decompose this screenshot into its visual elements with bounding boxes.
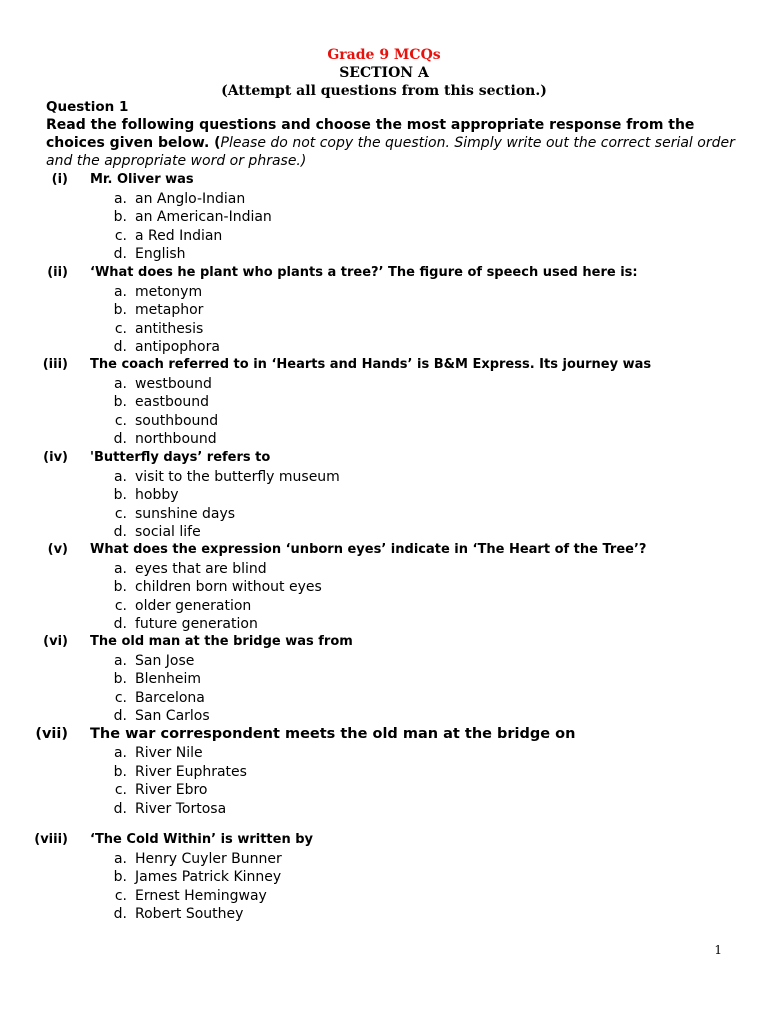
page-number: 1 <box>714 943 722 957</box>
option-text: social life <box>135 524 201 541</box>
question-block <box>0 541 768 634</box>
option-letter: d. <box>113 906 127 923</box>
option-list <box>0 744 768 818</box>
option-letter: c. <box>114 887 127 904</box>
question-block <box>0 831 768 924</box>
option-text: northbound <box>135 431 217 448</box>
option-list <box>0 652 768 726</box>
option-item <box>0 468 768 487</box>
option-item <box>0 781 768 800</box>
option-item <box>0 320 768 339</box>
option-letter: b. <box>113 869 127 886</box>
grade-title: Grade 9 MCQs <box>327 47 441 63</box>
option-letter: b. <box>113 209 127 226</box>
option-letter: c. <box>114 597 127 614</box>
option-list <box>0 190 768 264</box>
option-item <box>0 505 768 524</box>
option-item <box>0 486 768 505</box>
section-title: SECTION A <box>339 65 429 81</box>
option-letter: b. <box>113 394 127 411</box>
option-item <box>0 689 768 708</box>
option-text: an Anglo-Indian <box>135 190 246 207</box>
question-number: (v) <box>47 542 68 557</box>
option-text: River Euphrates <box>135 763 247 780</box>
question-block <box>0 724 768 818</box>
option-text: English <box>135 246 186 263</box>
option-item <box>0 338 768 357</box>
option-letter: a. <box>113 652 127 669</box>
option-letter: b. <box>113 302 127 319</box>
option-letter: d. <box>113 431 127 448</box>
option-item <box>0 190 768 209</box>
question-number: (ii) <box>47 265 68 280</box>
option-text: Blenheim <box>135 671 201 688</box>
option-letter: c. <box>114 782 127 799</box>
option-text: a Red Indian <box>135 227 223 244</box>
option-letter: d. <box>113 524 127 541</box>
option-text: visit to the butterfly museum <box>135 468 340 485</box>
option-letter: a. <box>113 375 127 392</box>
question-text: The coach referred to in ‘Hearts and Hands’ is B&M Express. Its journey was <box>90 357 652 372</box>
option-letter: a. <box>113 190 127 207</box>
option-item <box>0 887 768 906</box>
option-text: hobby <box>135 487 179 504</box>
option-text: older generation <box>135 597 252 614</box>
option-item <box>0 301 768 320</box>
option-item <box>0 523 768 542</box>
option-text: metaphor <box>135 302 204 319</box>
option-item <box>0 800 768 819</box>
question-number: (iv) <box>43 450 68 465</box>
option-text: River Nile <box>135 745 203 761</box>
option-letter: d. <box>113 708 127 725</box>
question-number: (vii) <box>35 726 68 742</box>
option-list <box>0 468 768 542</box>
question-block <box>0 356 768 449</box>
option-letter: a. <box>113 850 127 867</box>
option-text: San Carlos <box>135 708 210 725</box>
option-letter: a. <box>113 283 127 300</box>
option-list <box>0 850 768 924</box>
option-item <box>0 652 768 671</box>
question-title: Question 1 <box>46 99 129 115</box>
question-number: (i) <box>51 172 68 187</box>
option-item <box>0 597 768 616</box>
option-list <box>0 375 768 449</box>
option-text: Robert Southey <box>135 906 244 923</box>
option-item <box>0 744 768 763</box>
option-item <box>0 560 768 579</box>
option-letter: a. <box>113 745 127 761</box>
option-text: Barcelona <box>135 689 205 706</box>
instructions-italic: Please do not copy the question. Simply write out the correct serial order and the appropriate word or phrase.) <box>46 135 735 169</box>
question-text: The war correspondent meets the old man at the bridge on <box>90 726 576 742</box>
option-item <box>0 578 768 597</box>
option-text: southbound <box>135 412 219 429</box>
option-letter: c. <box>114 320 127 337</box>
option-text: antithesis <box>135 320 204 337</box>
option-letter: b. <box>113 579 127 596</box>
question-text: 'Butterfly days’ refers to <box>90 450 271 465</box>
question-number: (iii) <box>42 357 68 372</box>
option-letter: b. <box>113 763 127 780</box>
option-text: River Ebro <box>135 782 208 799</box>
option-letter: d. <box>113 616 127 633</box>
question-text: The old man at the bridge was from <box>90 634 353 649</box>
option-text: antipophora <box>135 339 220 356</box>
option-letter: b. <box>113 671 127 688</box>
option-text: an American-Indian <box>135 209 272 226</box>
option-list <box>0 283 768 357</box>
option-item <box>0 375 768 394</box>
option-text: James Patrick Kinney <box>135 869 282 886</box>
question-text: ‘What does he plant who plants a tree?’ The figure of speech used here is: <box>90 265 638 280</box>
option-letter: a. <box>113 468 127 485</box>
option-text: Ernest Hemingway <box>135 887 267 904</box>
option-letter: a. <box>113 560 127 577</box>
option-letter: c. <box>114 505 127 522</box>
option-item <box>0 412 768 431</box>
option-item <box>0 227 768 246</box>
option-item <box>0 763 768 782</box>
option-letter: d. <box>113 339 127 356</box>
option-letter: b. <box>113 487 127 504</box>
question-text: ‘The Cold Within’ is written by <box>90 832 314 847</box>
option-text: eastbound <box>135 394 210 411</box>
option-letter: c. <box>114 412 127 429</box>
question-block <box>0 449 768 542</box>
option-item <box>0 868 768 887</box>
question-number: (vi) <box>43 634 68 649</box>
instructions-bold: Read the following questions and choose the most appropriate response from the choices given below. ( <box>46 117 695 151</box>
option-text: metonym <box>135 283 203 300</box>
option-text: Henry Cuyler Bunner <box>135 850 282 867</box>
question-number: (viii) <box>34 832 68 847</box>
option-letter: c. <box>114 689 127 706</box>
option-text: westbound <box>135 375 212 392</box>
option-item <box>0 430 768 449</box>
section-instruction: (Attempt all questions from this section.) <box>221 83 547 99</box>
option-letter: d. <box>113 800 127 817</box>
question-text: What does the expression ‘unborn eyes’ indicate in ‘The Heart of the Tree’? <box>90 542 647 557</box>
option-text: future generation <box>135 616 258 633</box>
option-item <box>0 905 768 924</box>
option-letter: c. <box>114 227 127 244</box>
option-item <box>0 850 768 869</box>
option-item <box>0 283 768 302</box>
option-text: children born without eyes <box>135 579 322 596</box>
option-item <box>0 245 768 264</box>
question-block <box>0 171 768 264</box>
option-text: River Tortosa <box>135 800 227 817</box>
question-block <box>0 633 768 726</box>
instructions <box>46 116 736 170</box>
option-text: sunshine days <box>135 505 236 522</box>
option-list <box>0 560 768 634</box>
option-item <box>0 208 768 227</box>
option-item <box>0 615 768 634</box>
option-text: eyes that are blind <box>135 560 267 577</box>
option-item <box>0 670 768 689</box>
question-block <box>0 264 768 357</box>
option-item <box>0 393 768 412</box>
option-letter: d. <box>113 246 127 263</box>
question-text: Mr. Oliver was <box>90 172 194 187</box>
option-text: San Jose <box>135 652 195 669</box>
